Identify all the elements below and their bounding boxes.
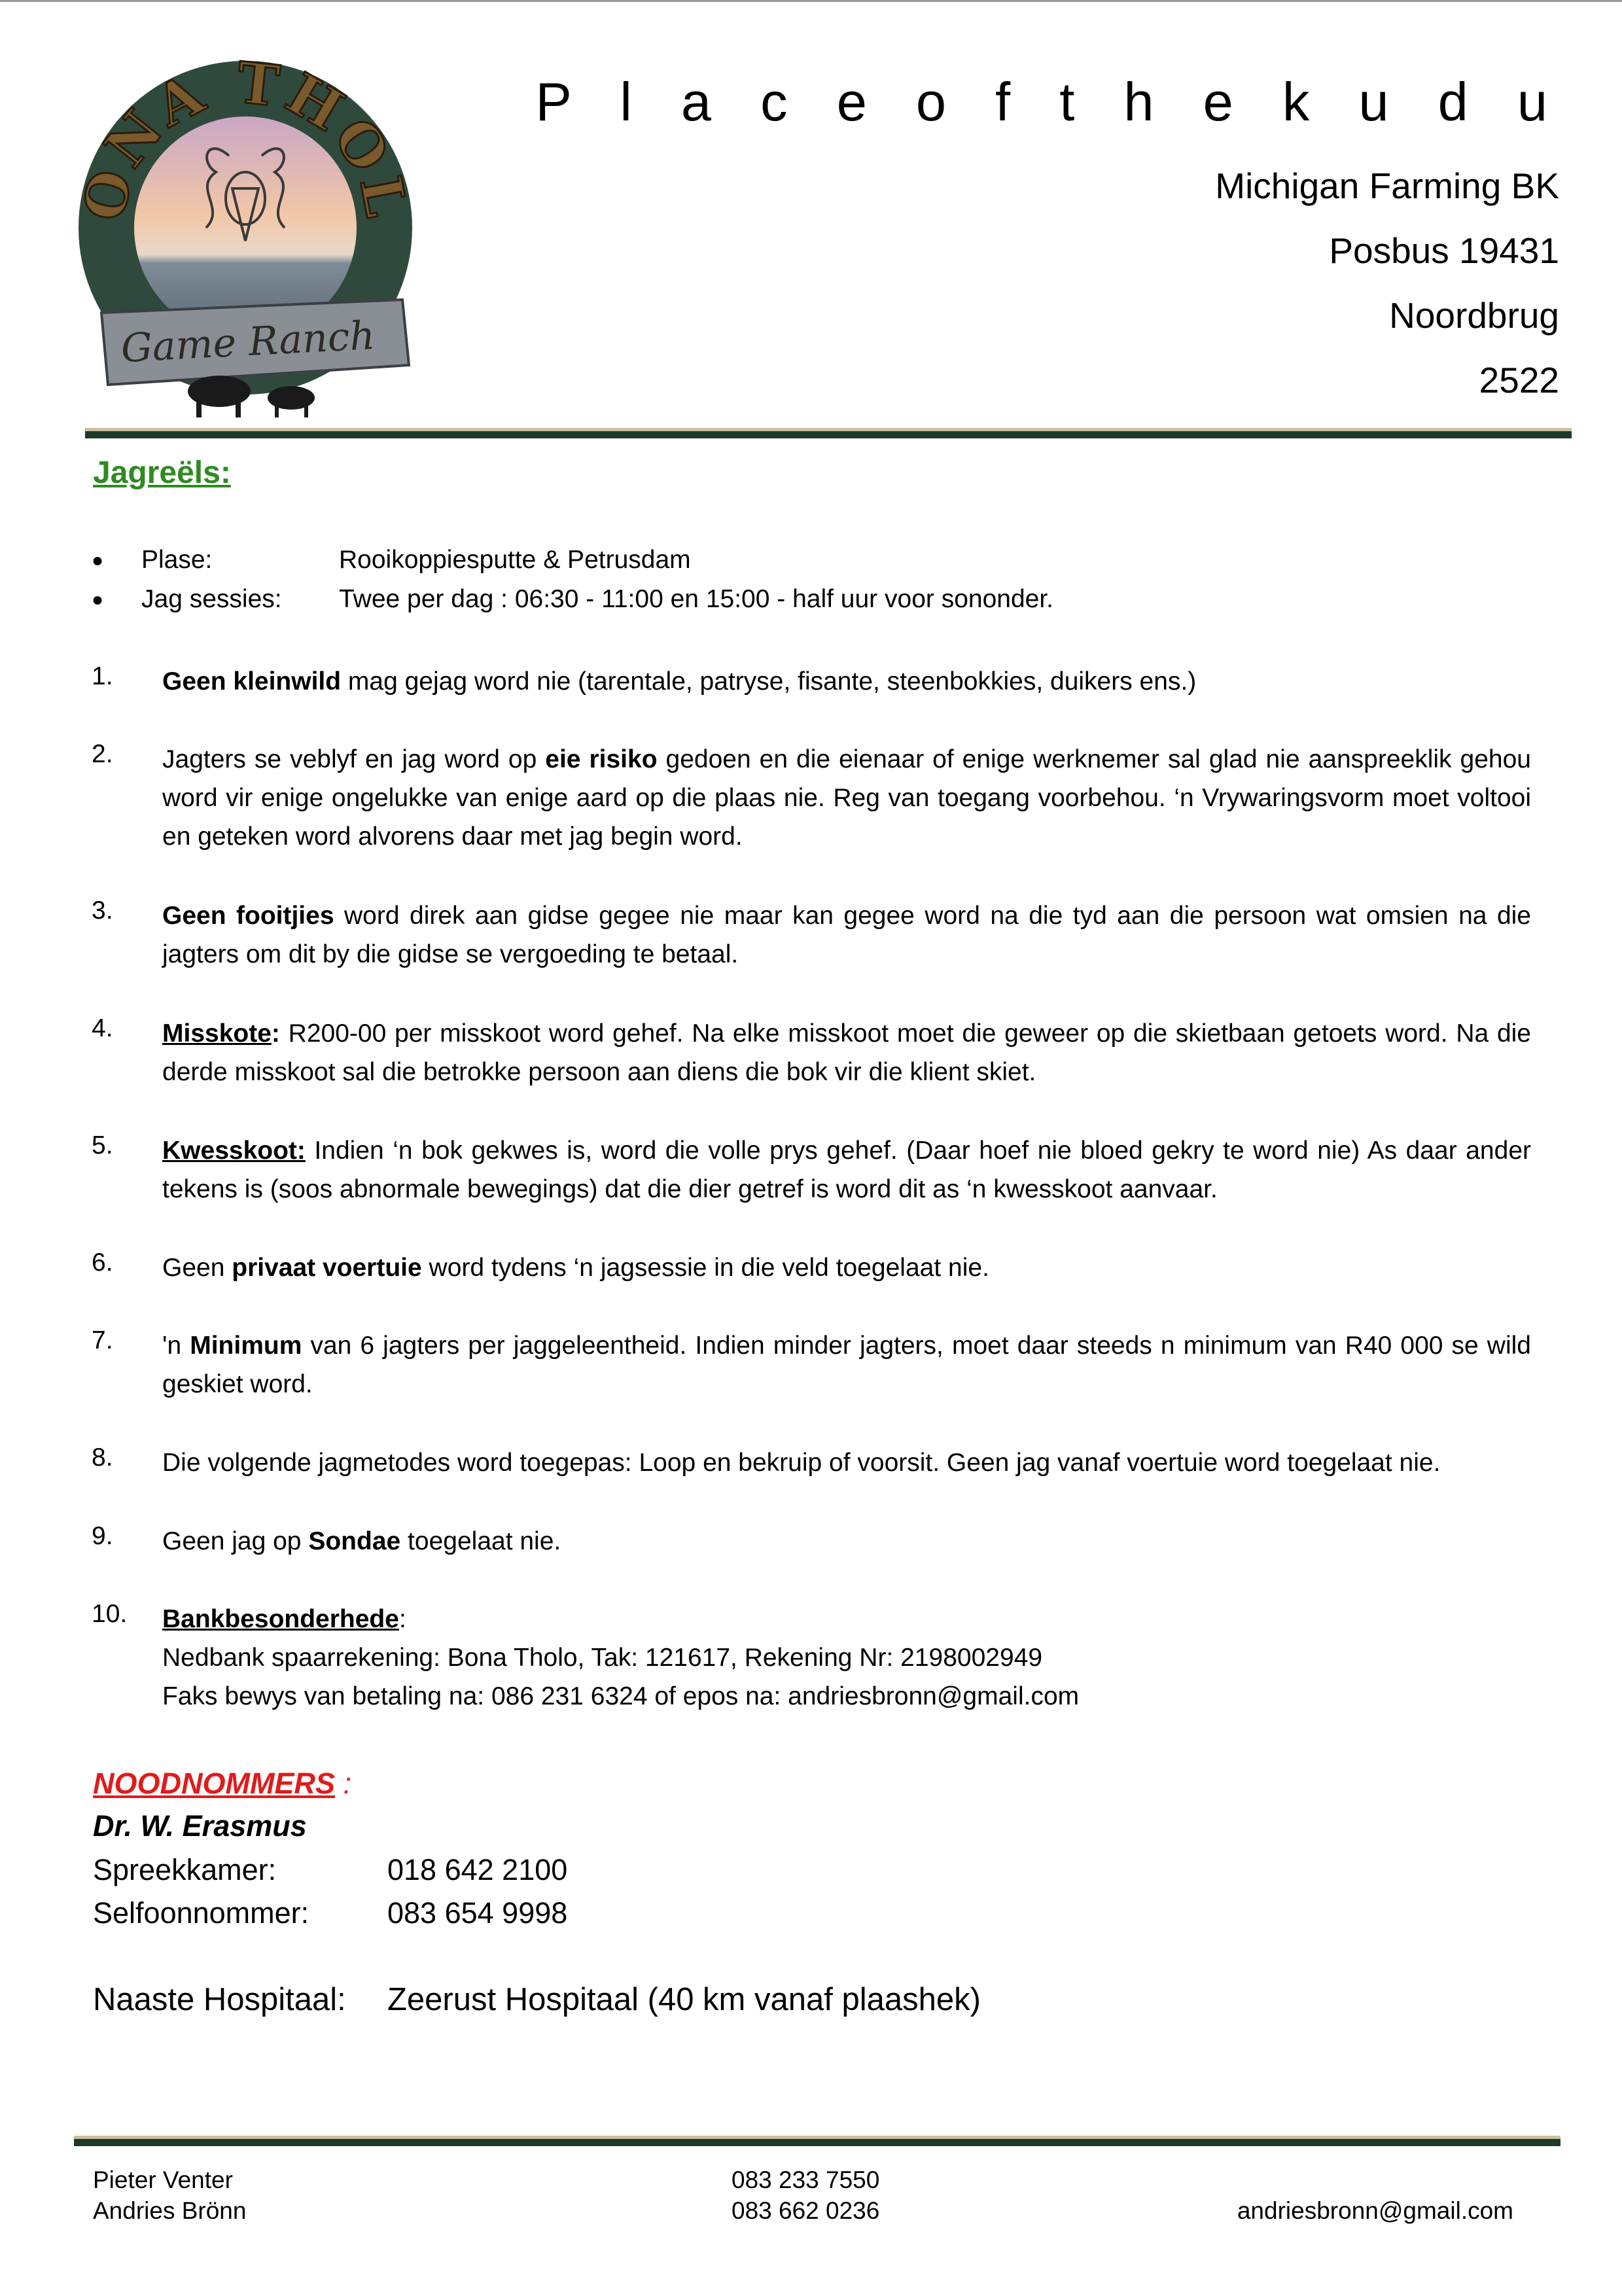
rule-text: Die volgende jagmetodes word toegepas: Loop en bekruip of voorsit. Geen jag vanaf voertuie word toegelaat nie.: [162, 1449, 1441, 1477]
footer-phone: 083 233 7550: [732, 2166, 880, 2193]
bullet-dot: ●: [92, 550, 104, 571]
rule-text: mag gejag word nie (tarentale, patryse, fisante, steenbokkies, duikers ens.): [341, 667, 1197, 696]
header-divider: [85, 428, 1572, 438]
rule-10: [92, 1600, 1531, 1716]
bona-tholo-logo: [75, 58, 442, 424]
footer-divider: [74, 2136, 1560, 2146]
footer-phones: [732, 2164, 879, 2226]
hospital-row: [93, 1981, 981, 2018]
rule-number: 9.: [92, 1522, 113, 1550]
contact-value: 083 654 9998: [387, 1896, 568, 1930]
doctor-name: Dr. W. Erasmus: [93, 1809, 307, 1843]
rule-number: 8.: [92, 1443, 113, 1472]
rule-text: Geen jag op: [162, 1527, 309, 1555]
rule-emphasis: Geen fooitjies: [162, 902, 334, 930]
emergency-title: NOODNOMMERS: [93, 1767, 335, 1800]
rule-number: 6.: [92, 1248, 113, 1277]
rule-9: [92, 1522, 1531, 1561]
rule-text: Geen: [162, 1254, 232, 1282]
contact-label: Selfoonnommer:: [93, 1896, 309, 1930]
rule-number: 3.: [92, 896, 113, 925]
rule-emphasis: eie risiko: [545, 745, 658, 773]
footer-name: Andries Brönn: [93, 2197, 247, 2224]
footer-email[interactable]: andriesbronn@gmail.com: [1237, 2197, 1513, 2224]
rule-colon: :: [271, 1019, 280, 1048]
rule-number: 2.: [92, 740, 113, 768]
rule-3: [92, 896, 1531, 974]
contact-row: [93, 1853, 568, 1887]
rule-text: R200-00 per misskoot word gehef. Na elke misskoot moet die geweer op die skietbaan getoets word. Na die derde misskoot sal die betrokke persoon aan diens die bok vir die klient skiet.: [162, 1019, 1531, 1086]
bullet-value: Rooikoppiesputte & Petrusdam: [339, 546, 691, 574]
rule-1: [92, 662, 1531, 701]
rule-text: 'n: [162, 1332, 190, 1360]
address-line-pobox: Posbus 19431: [1329, 230, 1559, 271]
rule-colon: :: [398, 1605, 406, 1633]
rule-emphasis: Misskote: [162, 1019, 272, 1048]
rule-text: toegelaat nie.: [400, 1527, 561, 1555]
footer-names: [93, 2164, 246, 2226]
rule-number: 1.: [92, 662, 113, 690]
rule-5: [92, 1131, 1531, 1209]
rule-number: 10.: [92, 1600, 128, 1628]
rule-emphasis: Kwesskoot:: [162, 1137, 306, 1165]
footer-name: Pieter Venter: [93, 2166, 233, 2193]
payment-proof-line: Faks bewys van betaling na: 086 231 6324 of epos na: andriesbronn@gmail.com: [162, 1682, 1080, 1710]
rule-text: gedoen en die eienaar of enige werknemer sal glad nie aanspreeklik gehou word vir enige ongelukke van enige aard op die plaas nie. Reg van toegang voorbehou. ‘n Vrywaringsvorm moet voltooi en geteken word alvorens daar met jag begin word.: [162, 745, 1531, 851]
rule-7: [92, 1326, 1531, 1404]
rule-text: word tydens ‘n jagsessie in die veld toegelaat nie.: [421, 1254, 989, 1282]
rule-number: 7.: [92, 1326, 113, 1354]
rule-emphasis: Sondae: [308, 1527, 401, 1555]
address-line-town: Noordbrug: [1389, 295, 1559, 336]
section-title: Jagreëls:: [93, 455, 231, 490]
svg-text:BONA THOLO: ONA THOL: [75, 58, 420, 227]
rule-number: 5.: [92, 1131, 113, 1159]
rule-text: Indien ‘n bok gekwes is, word die volle prys gehef. (Daar hoef nie bloed gekry te word nie) As daar ander tekens is (soos abnormale bewegings) dat die dier getref is word dit as ‘n kwesskoot aanvaar.: [162, 1137, 1531, 1203]
bullet-dot: ●: [92, 589, 104, 610]
contact-value: 018 642 2100: [387, 1853, 568, 1886]
emergency-title-suffix: :: [335, 1767, 352, 1800]
rule-text: Jagters se veblyf en jag word op: [162, 745, 546, 773]
hospital-value: Zeerust Hospitaal (40 km vanaf plaashek): [387, 1982, 981, 2017]
address-line-company: Michigan Farming BK: [1215, 166, 1559, 206]
rule-emphasis: Minimum: [190, 1332, 302, 1360]
footer-phone: 083 662 0236: [732, 2197, 880, 2224]
bullet-value: Twee per dag : 06:30 - 11:00 en 15:00 - half uur voor sononder.: [339, 585, 1054, 613]
svg-text:Game Ranch: Game Ranch: [120, 312, 376, 372]
rule-text: word direk aan gidse gegee nie maar kan gegee word na die tyd aan die persoon wat omsien na die jagters om dit by die gidse se vergoeding te betaal.: [162, 902, 1531, 968]
rule-2: [92, 740, 1531, 856]
rule-emphasis: Bankbesonderhede: [162, 1605, 399, 1633]
bullet-label: Plase:: [141, 546, 213, 574]
emergency-heading: [93, 1767, 351, 1801]
rule-emphasis: Geen kleinwild: [162, 667, 342, 696]
top-border: [0, 0, 1622, 2]
address-line-postcode: 2522: [1479, 360, 1559, 400]
bank-details-line: Nedbank spaarrekening: Bona Tholo, Tak: 121617, Rekening Nr: 2198002949: [162, 1644, 1043, 1672]
rule-number: 4.: [92, 1014, 113, 1042]
letterhead-title: P l a c e o f t h e k u d u: [535, 71, 1564, 132]
contact-label: Spreekkamer:: [93, 1853, 277, 1886]
rule-emphasis: privaat voertuie: [232, 1254, 422, 1282]
rule-6: [92, 1248, 1531, 1287]
rule-4: [92, 1014, 1531, 1091]
bullet-label: Jag sessies:: [141, 585, 282, 613]
rule-8: [92, 1443, 1531, 1482]
hospital-label: Naaste Hospitaal:: [93, 1982, 346, 2017]
rule-text: van 6 jagters per jaggeleentheid. Indien minder jagters, moet daar steeds n minimum van R40 000 se wild geskiet word.: [162, 1332, 1531, 1398]
contact-row: [93, 1896, 568, 1930]
